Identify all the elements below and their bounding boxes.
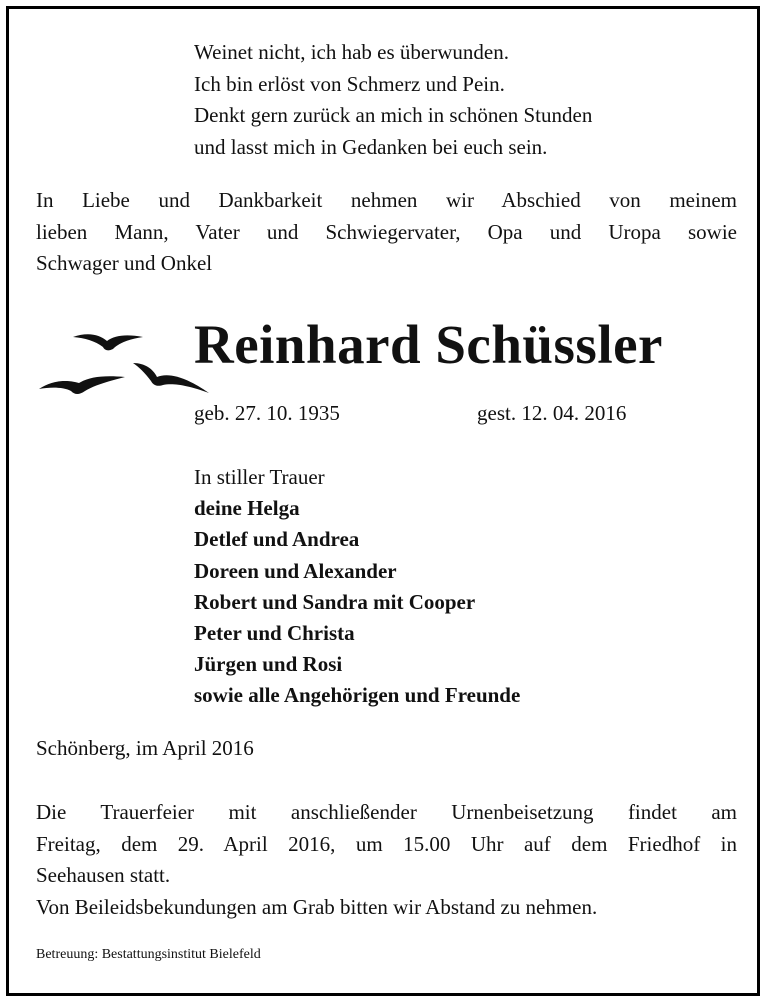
bird-shape [73,334,143,350]
mourner-name: Detlef und Andrea [194,527,360,552]
mourners-list [194,462,520,712]
poem-line: Ich bin erlöst von Schmerz und Pein. [194,71,505,96]
bird-shape [39,376,125,394]
intro-paragraph [36,185,737,280]
mourner-name: Jürgen und Rosi [194,652,343,677]
death-date: gest. 12. 04. 2016 [477,401,627,425]
funeral-notice [36,797,737,923]
intro-line: Schwager und Onkel [36,251,213,275]
poem [194,37,592,163]
funeral-line: Von Beileidsbekundungen am Grab bitten wir Abstand zu nehmen. [36,894,598,919]
deceased-name: Reinhard Schüssler [194,314,663,375]
birds-icon [37,327,213,401]
funeral-line: Seehausen statt. [36,863,171,887]
funeral-line: Die Trauerfeier mit anschließender Urnenbeisetzung findet am [36,800,737,824]
mourner-name: Doreen und Alexander [194,558,397,583]
intro-line: lieben Mann, Vater und Schwiegervater, Opa und Uropa sowie [36,219,737,244]
place-date: Schönberg, im April 2016 [36,736,254,760]
funeral-line: Freitag, dem 29. April 2016, um 15.00 Uhr auf dem Friedhof in [36,831,737,856]
mourner-name: Robert und Sandra mit Cooper [194,589,476,614]
poem-line: und lasst mich in Gedanken bei euch sein. [194,134,548,159]
funeral-service-credit: Betreuung: Bestattungsinstitut Bielefeld [36,947,261,962]
mourner-name: deine Helga [194,496,300,521]
mourner-name: Peter und Christa [194,621,355,646]
poem-line: Denkt gern zurück an mich in schönen Stunden [194,103,593,127]
mourners-heading: In stiller Trauer [194,465,325,489]
intro-line: In Liebe und Dankbarkeit nehmen wir Abschied von meinem [36,188,737,212]
birth-date: geb. 27. 10. 1935 [194,401,340,425]
poem-line: Weinet nicht, ich hab es überwunden. [194,40,509,64]
obituary-notice [6,6,760,996]
mourner-name: sowie alle Angehörigen und Freunde [194,683,521,708]
